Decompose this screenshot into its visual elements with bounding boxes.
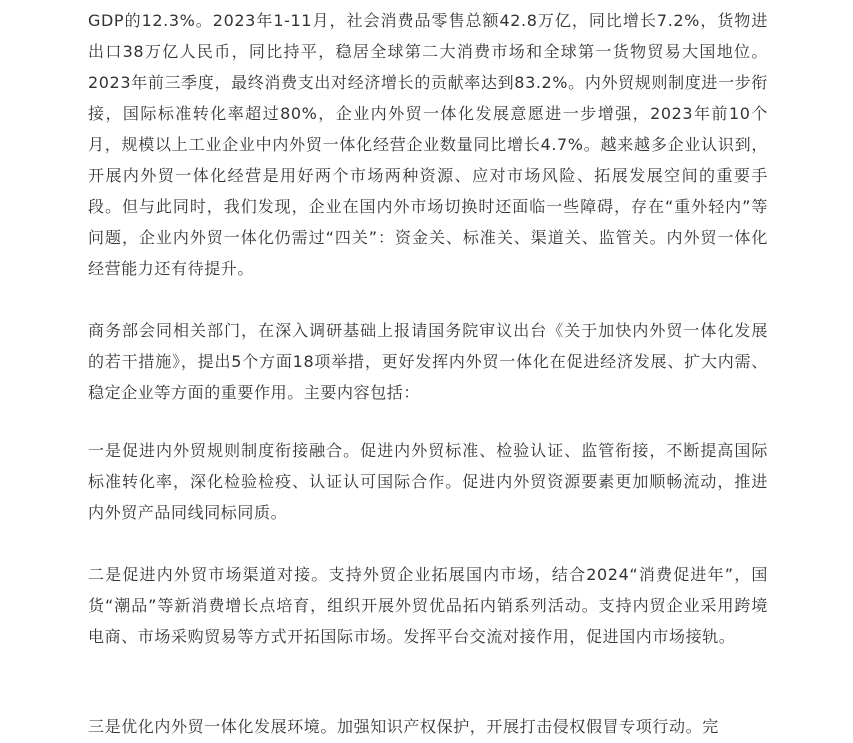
- paragraph-statistics: GDP的12.3%。2023年1-11月，社会消费品零售总额42.8万亿，同比增长7.2%，货物进出口38万亿人民币，同比持平，稳居全球第二大消费市场和全球第一货物贸易大国地位。2023年前三季度，最终消费支出对经济增长的贡献率达到83.2%。内外贸规则制度进一步衔接，国际标准转化率超过80%，企业内外贸一体化发展意愿进一步增强，2023年前10个月，规模以上工业企业中内外贸一体化经营企业数量同比增长4.7%。越来越多企业认识到，开展内外贸一体化经营是用好两个市场两种资源、应对市场风险、拓展发展空间的重要手段。但与此同时，我们发现，企业在国内外市场切换时还面临一些障碍，存在“重外轻内”等问题，企业内外贸一体化仍需过“四关”：资金关、标准关、渠道关、监管关。内外贸一体化经营能力还有待提升。: [88, 11, 768, 278]
- paragraph-point-three: 三是优化内外贸一体化发展环境。加强知识产权保护，开展打击侵权假冒专项行动。完: [88, 717, 719, 736]
- paragraph-point-one: 一是促进内外贸规则制度衔接融合。促进内外贸标准、检验认证、监管衔接，不断提高国际标准转化率，深化检验检疫、认证认可国际合作。促进内外贸资源要素更加顺畅流动，推进内外贸产品同线同标同质。: [88, 441, 768, 522]
- paragraph-measures-intro: 商务部会同相关部门，在深入调研基础上报请国务院审议出台《关于加快内外贸一体化发展的若干措施》，提出5个方面18项举措，更好发挥内外贸一体化在促进经济发展、扩大内需、稳定企业等方面的重要作用。主要内容包括：: [88, 321, 768, 402]
- paragraph-point-two: 二是促进内外贸市场渠道对接。支持外贸企业拓展国内市场，结合2024“消费促进年”，国货“潮品”等新消费增长点培育，组织开展外贸优品拓内销系列活动。支持内贸企业采用跨境电商、市场采购贸易等方式开拓国际市场。发挥平台交流对接作用，促进国内市场接轨。: [88, 565, 768, 646]
